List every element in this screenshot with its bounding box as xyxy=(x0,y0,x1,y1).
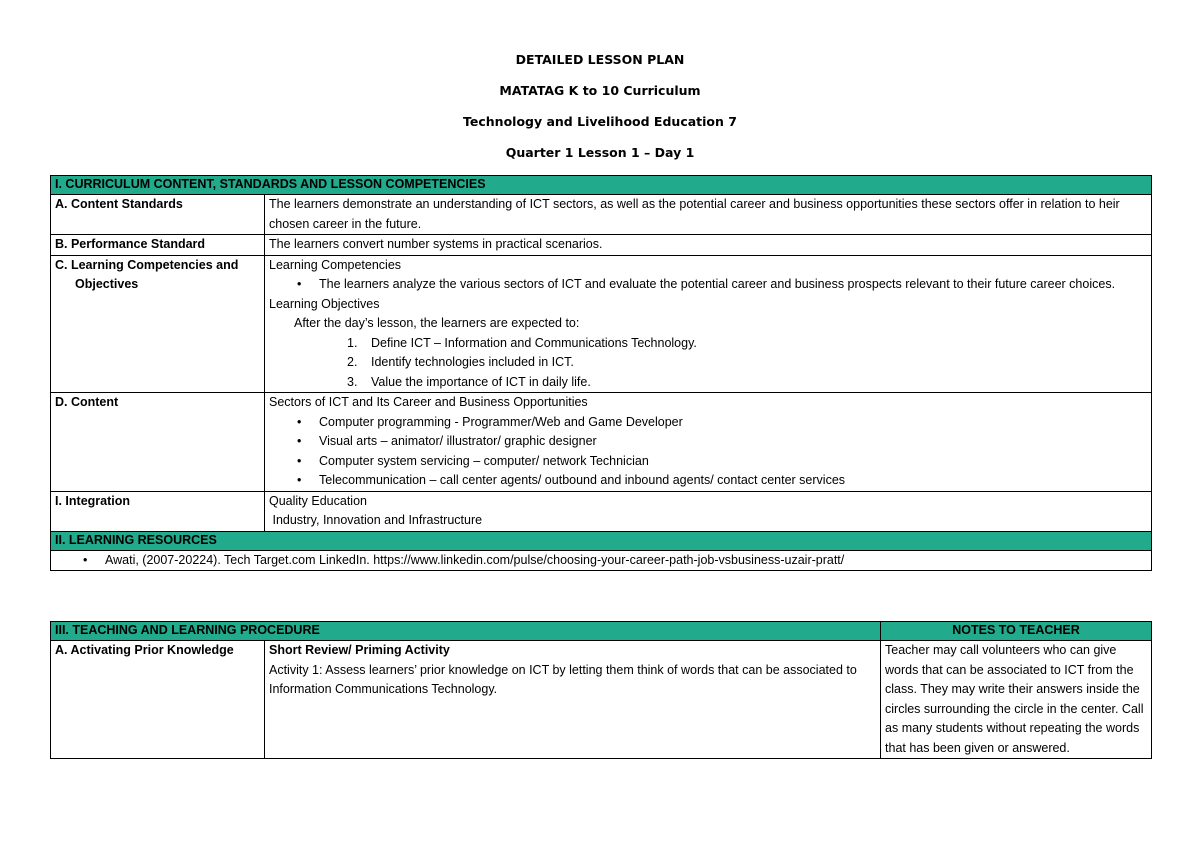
activating-heading: Short Review/ Priming Activity xyxy=(269,643,450,657)
performance-standard-label: B. Performance Standard xyxy=(51,235,265,256)
list-item xyxy=(269,373,1147,393)
subject-title: Technology and Livelihood Education 7 xyxy=(463,114,737,129)
table-row xyxy=(51,491,1152,531)
list-item xyxy=(269,334,1147,354)
list-item: • Visual arts – animator/ illustrator/ graphic designer xyxy=(269,432,1147,452)
content-heading: Sectors of ICT and Its Career and Business Opportunities xyxy=(269,395,588,409)
integration-label: I. Integration xyxy=(51,491,265,531)
activating-text: Activity 1: Assess learners’ prior knowledge on ICT by letting them think of words that can be associated to Information Communications Technology. xyxy=(269,662,857,696)
content-standards-text: The learners demonstrate an understanding of ICT sectors, as well as the potential career and business opportunities these sectors offer in relation to heir chosen career in the future. xyxy=(265,195,1152,235)
table-row xyxy=(51,641,1152,759)
list-item: • Computer programming - Programmer/Web and Game Developer xyxy=(269,413,1147,433)
lesson-title: Quarter 1 Lesson 1 – Day 1 xyxy=(505,145,695,160)
resource-item: • Awati, (2007-20224). Tech Target.com LinkedIn. https://www.linkedin.com/pulse/choosing-your-career-path-job-vsbusiness-uzair-pratt/ xyxy=(55,551,1147,571)
resources-list xyxy=(55,551,1147,571)
section-title: III. TEACHING AND LEARNING PROCEDURE xyxy=(51,622,881,641)
section-header-curriculum xyxy=(51,176,1152,195)
content-standards-label: A. Content Standards xyxy=(51,195,265,235)
section-header-procedure xyxy=(51,622,1152,641)
list-item: • Telecommunication – call center agents/ outbound and inbound agents/ contact center services xyxy=(269,471,1147,491)
list-item: • The learners analyze the various sectors of ICT and evaluate the potential career and business prospects relevant to their future career choices. xyxy=(269,275,1147,295)
competencies-label-line: C. Learning Competencies and xyxy=(55,257,239,272)
content-list xyxy=(269,413,1147,491)
content-label: D. Content xyxy=(51,393,265,492)
document-header xyxy=(0,50,1200,174)
list-number: 1. xyxy=(347,335,358,350)
objectives-intro: After the day’s lesson, the learners are expected to: xyxy=(294,316,580,330)
resources-cell xyxy=(51,550,1152,571)
list-number: 3. xyxy=(347,374,358,389)
table-row xyxy=(51,235,1152,256)
activating-cell xyxy=(265,641,881,759)
list-number: 2. xyxy=(347,355,358,369)
performance-standard-text: The learners convert number systems in practical scenarios. xyxy=(265,235,1152,256)
table-row xyxy=(51,393,1152,492)
curriculum-title: MATATAG K to 10 Curriculum xyxy=(499,83,701,98)
competencies-list xyxy=(269,275,1147,295)
content-cell xyxy=(265,393,1152,492)
competencies-cell xyxy=(265,255,1152,393)
curriculum-table xyxy=(50,175,1152,571)
competencies-heading: Learning Competencies xyxy=(269,257,402,272)
table-row xyxy=(51,255,1152,393)
list-item: • Computer system servicing – computer/ network Technician xyxy=(269,452,1147,472)
document-title: DETAILED LESSON PLAN xyxy=(515,52,685,67)
procedure-table xyxy=(50,621,1152,759)
list-text: Identify technologies included in ICT. xyxy=(371,355,574,369)
section-header-resources xyxy=(51,531,1152,550)
section-title: II. LEARNING RESOURCES xyxy=(51,531,1152,550)
competencies-label-line: Objectives xyxy=(75,277,139,291)
notes-text: Teacher may call volunteers who can give words that can be associated to ICT from the class. They may write their answers inside the circles surrounding the circle in the center. Call as many students without repeating the words that has been given or answered. xyxy=(881,641,1152,759)
table-row xyxy=(51,195,1152,235)
integration-item: Industry, Innovation and Infrastructure xyxy=(269,513,483,527)
activating-label: A. Activating Prior Knowledge xyxy=(51,641,265,759)
table-row xyxy=(51,550,1152,571)
notes-header: NOTES TO TEACHER xyxy=(881,622,1152,641)
list-text: Value the importance of ICT in daily life. xyxy=(371,374,591,389)
integration-cell xyxy=(265,491,1152,531)
section-title: I. CURRICULUM CONTENT, STANDARDS AND LESSON COMPETENCIES xyxy=(51,176,1152,195)
objectives-heading: Learning Objectives xyxy=(269,296,380,311)
integration-item: Quality Education xyxy=(269,493,367,508)
competencies-label xyxy=(51,255,265,393)
objectives-list xyxy=(269,334,1147,393)
list-item xyxy=(269,353,1147,373)
list-text: Define ICT – Information and Communications Technology. xyxy=(371,335,697,350)
